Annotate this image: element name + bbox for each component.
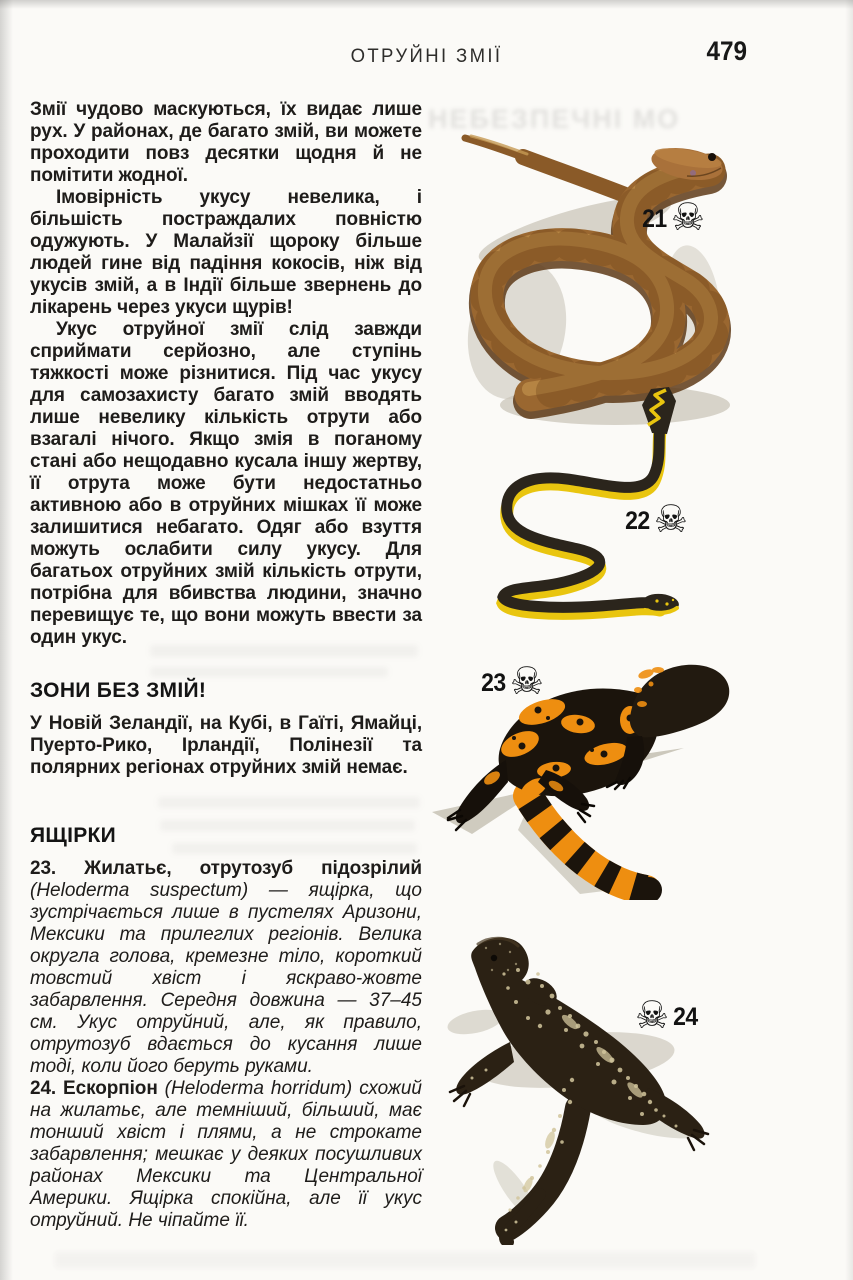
figure-number: 21 — [642, 204, 667, 233]
illustration-sea-snake — [455, 385, 730, 625]
entry-gila-monster — [30, 858, 422, 1078]
figure-number: 22 — [625, 506, 650, 535]
skull-crossbones-icon: ☠ — [653, 497, 688, 541]
bleed-through-text: НЕБЕЗПЕЧНІ МО — [428, 104, 681, 134]
skull-crossbones-icon: ☠ — [670, 195, 705, 239]
bleed-through-line — [158, 797, 420, 808]
entry-description: (Heloderma suspectum) — ящірка, що зустрічається лише в пустелях Аризони, Мексики та прилеглих регіонів. Велика округла голова, кремезне тіло, короткий товстий хвіст і яскраво-жовте забарвлення. Середня довжина — 37–45 см. Укус отруйний, але, як правило, отрутозуб вдається до кусання лише тоді, коли його беруть руками. — [30, 880, 422, 1077]
figure-label-24 — [635, 993, 699, 1037]
entry-beaded-lizard — [30, 1078, 422, 1232]
figure-label-22 — [624, 497, 688, 541]
bleed-through-line — [55, 1252, 755, 1268]
entry-description: (Heloderma horridum) схожий на жилатьє, але темніший, більший, має тонший хвіст і плями, а не строкате забарвлення; мешкає у деяких посушливих районах Мексики та Центральної Америки. Ящірка спокійна, але її укус отруйний. Не чіпайте її. — [30, 1078, 422, 1231]
section-snake-free-zones — [30, 678, 422, 779]
entry-number-name: 24. Ескорпіон — [30, 1078, 158, 1099]
paragraph-zones: У Новій Зеландії, на Кубі, в Гаїті, Ямайці, Пуерто-Рико, Ірландії, Полінезії та полярних регіонах отруйних змій немає. — [30, 713, 422, 778]
paragraph-camouflage: Змії чудово маскуються, їх видає лише рух. У районах, де багато змій, ви можете проходити повз десятки щодня й не помітити жодної. — [30, 99, 422, 186]
paragraph-bite-seriousness: Укус отруйної змії слід завжди сприймати серйозно, але ступінь тяжкості може різнитися. Під час укусу для самозахисту багато змій вводять лише невелику кількість отрути або взагалі нічого. Якщо змія в поганому стані або нещодавно кусала іншу жертву, її отрута може бути недостатньо активною або в отруйних мішках її може залишитися небагато. Одяг або взуття можуть ослабити силу укусу. Для багатьох отруйних змій кількість отрути, потрібна для вбивства людини, значно перевищує те, що вони можуть ввести за один укус. — [30, 319, 422, 648]
page-edge-shading-top — [0, 0, 853, 9]
intro-text-block — [30, 99, 422, 649]
running-header-title: ОТРУЙНІ ЗМІЇ — [350, 45, 503, 67]
skull-crossbones-icon: ☠ — [635, 993, 670, 1037]
page-edge-shading-left — [0, 0, 13, 1280]
paragraph-bite-probability: Імовірність укусу невелика, і більшість постраждалих повністю одужують. У Малайзії щороку більше людей гине від падіння кокосів, ніж від укусів змій, а в Індії більше звернень до лікарень через укуси щурів! — [30, 187, 422, 318]
section-heading-lizards: ЯЩІРКИ — [30, 824, 117, 847]
figure-label-21 — [641, 195, 705, 239]
page-number: 479 — [706, 36, 747, 66]
section-lizards — [30, 823, 422, 1232]
figure-number: 24 — [673, 1002, 698, 1031]
figure-label-23 — [480, 659, 544, 703]
section-heading-zones: ЗОНИ БЕЗ ЗМІЙ! — [30, 679, 207, 702]
entry-number-name: 23. Жилатьє, отрутозуб підозрілий — [30, 858, 422, 879]
bleed-through-line — [150, 667, 388, 677]
illustration-beaded-lizard — [420, 930, 830, 1245]
figure-number: 23 — [481, 668, 506, 697]
skull-crossbones-icon: ☠ — [509, 659, 544, 703]
